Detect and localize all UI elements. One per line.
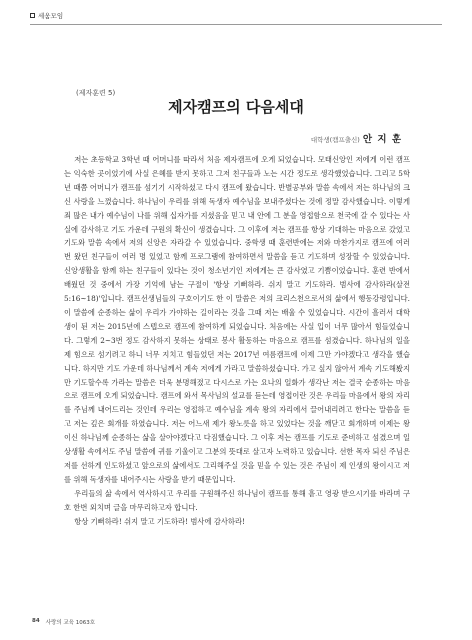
page-number: 84 bbox=[32, 618, 40, 624]
author-affiliation: 대학생(캠프출신) bbox=[310, 136, 360, 144]
top-divider bbox=[30, 24, 442, 25]
section-tag bbox=[30, 11, 63, 20]
author-name: 안 지 훈 bbox=[362, 134, 402, 145]
paragraph: 저는 초등학교 3학년 때 어머니를 따라서 처음 제자캠프에 오게 되었습니다. 모태신앙인 저에게 이런 캠프는 익숙한 곳이었기에 사실 은혜를 받지 못하고 그저 친구들과 노는 시간 정도로 생각했었습니다. 그리고 5학년 때쯤 어머니가 캠프를 섬기기 시작하셨고 다시 캠프에 왔습니다. 반별공부와 말씀 속에서 저는 하나님의 크신 사랑을 느꼈습니다. 하나님이 우리를 위해 독생자 예수님을 보내주셨다는 것에 정말 감사했습니다. 이렇게 죄 많은 내가 예수님이 나를 위해 십자가를 지셨음을 믿고 내 안에 그 분을 영접함으로 천국에 갈 수 있다는 사실에 감사하고 기도 가운데 구원의 확신이 생겼습니다. 그 이후에 저는 캠프를 항상 기대하는 마음으로 갔었고 기도와 말씀 속에서 저의 신앙은 자라갈 수 있었습니다. 중학생 때 훈련반에는 저와 마찬가지로 캠프에 여러 번 왔던 친구들이 여러 명 있었고 함께 프로그램에 참여하면서 말씀을 듣고 기도하며 성장할 수 있었습니다. 신앙생활을 함께 하는 친구들이 있다는 것이 청소년기인 저에게는 큰 감사였고 기쁨이었습니다. 훈련 반에서 배웠던 것 중에서 가장 기억에 남는 구절이 '항상 기뻐하라. 쉬지 말고 기도하라. 범사에 감사하라(살전 5:16~18)'입니다. 캠프선생님들의 구호이기도 한 이 말씀은 저의 크리스천으로서의 삶에서 행동강령입니다. 이 말씀에 순종하는 삶이 우리가 가야하는 길이라는 것을 그때 저는 배울 수 있었습니다. 시간이 흘러서 대학생이 된 저는 2015년에 스텝으로 캠프에 참여하게 되었습니다. 처음에는 사실 입이 너무 많아서 힘들었습니다. 그렇게 2~3번 정도 감사하지 못하는 상태로 봉사 활동하는 마음으로 캠프를 섬겼습니다. 하나님의 일을 제 힘으로 섬기려고 하니 너무 지치고 힘들었던 저는 2017년 여름캠프에 이제 그만 가야겠다고 생각을 했습니다. 하지만 기도 가운데 하나님께서 계속 저에게 가라고 말씀하셨습니다. 가고 싶지 않아서 계속 기도해봤지만 기도할수록 가라는 말씀은 더욱 분명해졌고 다시스로 가는 요나의 일화가 생각난 저는 결국 순종하는 마음으로 캠프에 오게 되었습니다. 캠프에 와서 목사님의 설교를 듣는데 영접이란 것은 우리들 마음에서 왕의 자리를 주님께 내어드리는 것인데 우리는 영접하고 예수님을 계속 왕의 자리에서 끌어내리려고 한다는 말씀을 듣고 저는 깊은 회개를 하였습니다. 저는 어느새 제가 왕노릇을 하고 있었다는 것을 깨닫고 회개하며 이제는 왕이신 하나님께 순종하는 삶을 살아야겠다고 다짐했습니다. 그 이후 저는 캠프를 기도로 준비하고 섬겼으며 일상생활 속에서도 주님 말씀에 귀를 기울이고 그분의 뜻대로 살고자 노력하고 있습니다. 선한 목자 되신 주님은 저를 선하게 인도하셨고 앞으로의 삶에서도 그리해주실 것을 믿을 수 있는 것은 주님이 제 인생의 왕이시고 저를 위해 독생자를 내어주시는 사랑을 받기 때문입니다. bbox=[64, 155, 410, 484]
article-body bbox=[64, 153, 410, 528]
publication-name: 사랑의 교육 1063호 bbox=[45, 620, 96, 626]
paragraph: 항상 기뻐하라! 쉬지 말고 기도하라! 범사에 감사하라! bbox=[74, 516, 245, 526]
section-label: 세움모임 bbox=[38, 12, 64, 20]
paragraph: 우리들의 삶 속에서 역사하시고 우리를 구원해주신 하나님이 캠프를 통해 흩고 영광 받으시기를 바라며 구호 한번 외치며 글을 마무리하고자 합니다. bbox=[64, 488, 410, 512]
article-title: 제자캠프의 다음세대 bbox=[168, 98, 304, 116]
series-label: (제자훈련 5) bbox=[76, 89, 116, 97]
page-footer bbox=[32, 618, 95, 626]
author-line bbox=[311, 131, 402, 145]
square-icon bbox=[30, 13, 35, 18]
